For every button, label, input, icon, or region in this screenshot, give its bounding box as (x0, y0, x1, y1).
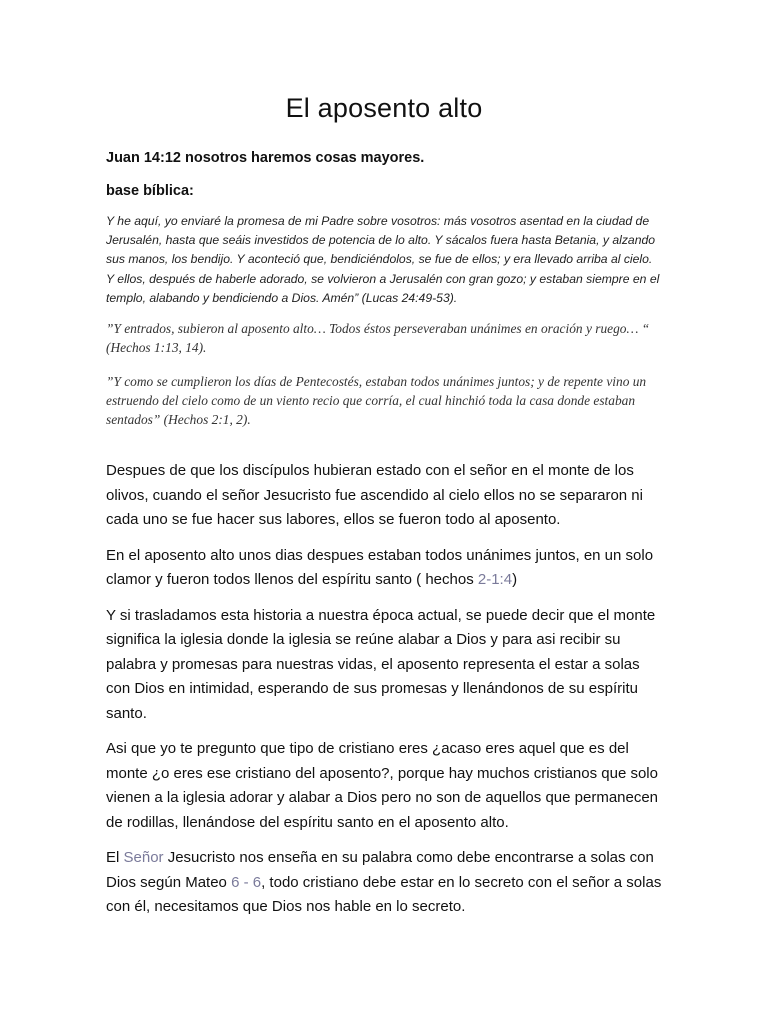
base-heading: base bíblica: (106, 183, 194, 199)
paragraph-5-middle: Jesucristo nos enseña en su palabra como debe encontrarse a solas con Dios según Mateo (106, 849, 654, 891)
document-title: El aposento alto (285, 93, 483, 123)
paragraph-4: Asi que yo te pregunto que tipo de cristiano eres ¿acaso eres aquel que es del monte ¿o eres ese cristiano del aposento?, porque hay muchos cristianos que solo vienen a la iglesia adorar y alabar a Dios pero no son de aquellos que permanecen de rodillas, llenándose del espíritu santo en el aposento alto. (106, 740, 659, 831)
paragraph-2-text: En el aposento alto unos dias despues estaban todos unánimes juntos, en un solo clamor y fueron todos llenos del espíritu santo ( hechos (106, 546, 654, 589)
paragraph-3: Y si trasladamos esta historia a nuestra época actual, se puede decir que el monte significa la iglesia donde la iglesia se reúne alabar a Dios y para asi recibir su palabra y promesas para nuestras vidas, el aposento representa el estar a solas con Dios en intimidad, esperando de sus promesas y llenándonos de su espíritu santo. (106, 606, 656, 722)
paragraph-2 (106, 544, 662, 593)
bible-passage: Y he aquí, yo enviaré la promesa de mi Padre sobre vosotros: más vosotros asentad en la ciudad de Jerusalén, hasta que seáis investidos de potencia de lo alto. Y sácalos fuera hasta Betania, y alzando sus manos, los bendijo. Y aconteció que, bendiciéndolos, se fue de ellos; y era llevado arriba al cielo. Y ellos, después de haberle adorado, se volvieron a Jerusalén con gran gozo; y estaban siempre en el templo, alabando y bendiciendo a Dios. Amén” (Lucas 24:49-53). (106, 214, 660, 305)
paragraph-5-end: , todo cristiano debe estar en lo secreto con el señor a solas con él, necesitamos que Dios nos hable en lo secreto. (106, 873, 662, 916)
paragraph-5 (106, 846, 662, 920)
paragraph-5-start: El (106, 849, 124, 867)
paragraph-5-highlight-1: Señor (123, 849, 164, 867)
quote-hechos-2: ”Y como se cumplieron los días de Pentecostés, estaban todos unánimes juntos; y de repente vino un estruendo del cielo como de un viento recio que corría, el cual hinchió toda la casa donde estaban sentados” (Hechos 2:1, 2). (106, 374, 647, 428)
paragraph-2-highlight: 2-1:4 (477, 571, 513, 589)
paragraph-5-highlight-2: 6 - 6 (231, 873, 262, 891)
paragraph-1: Despues de que los discípulos hubieran estado con el señor en el monte de los olivos, cuando el señor Jesucristo fue ascendido al cielo ellos no se separaron ni cada uno se fue hacer sus labores, ellos se fueron todo al aposento. (106, 462, 643, 529)
bible-reference: Juan 14:12 nosotros haremos cosas mayores. (106, 150, 425, 166)
quote-hechos-1: ”Y entrados, subieron al aposento alto… Todos éstos perseveraban unánimes en oración y ruego… “ (Hechos 1:13, 14). (106, 321, 650, 356)
paragraph-2-end: ) (512, 571, 518, 589)
